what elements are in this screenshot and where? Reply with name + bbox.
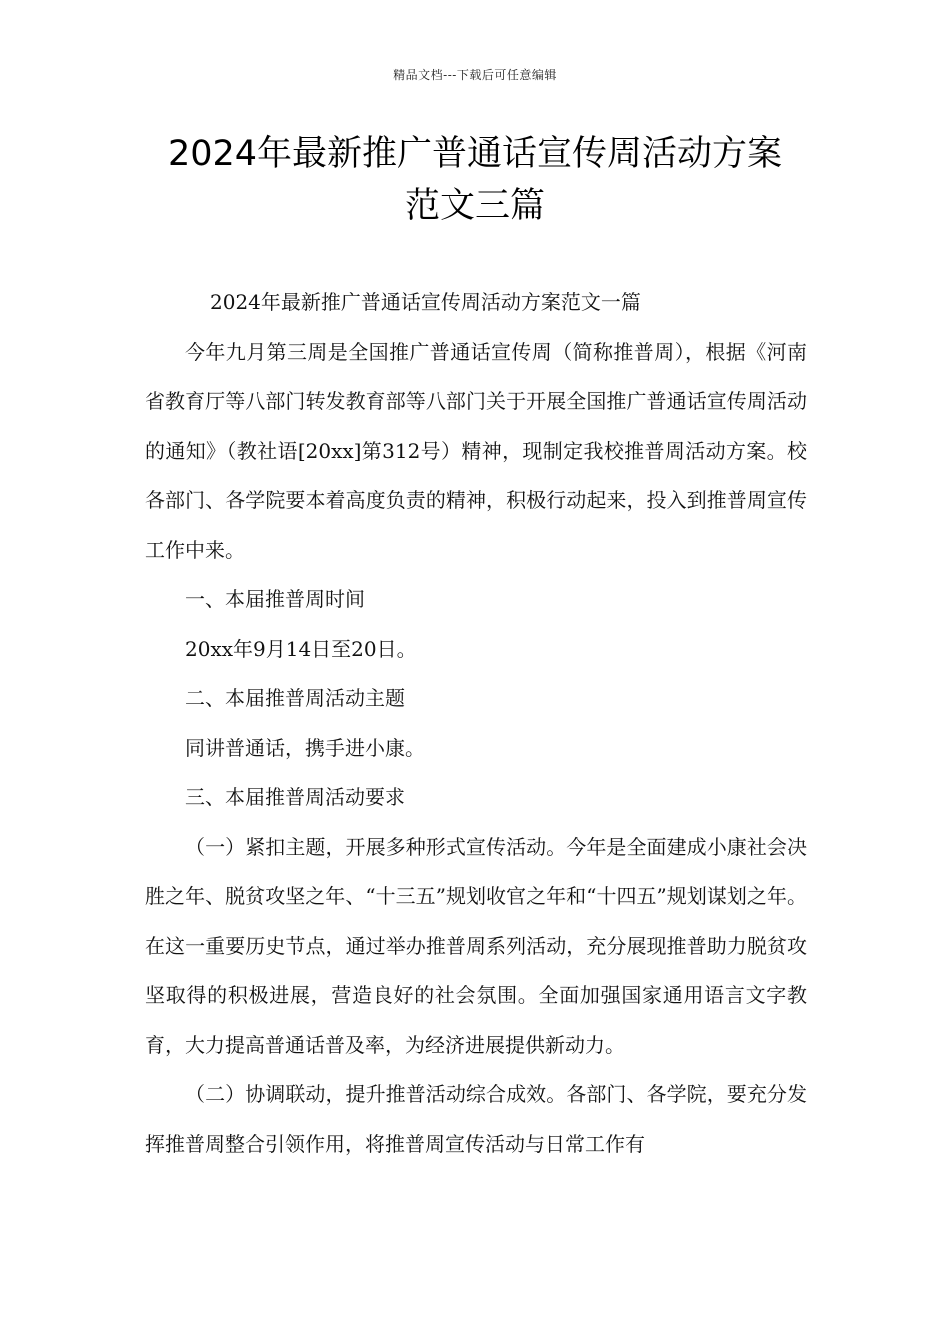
- title-line-1: 2024年最新推广普通话宣传周活动方案: [167, 134, 783, 174]
- document-subtitle: 2024年最新推广普通话宣传周活动方案范文一篇: [210, 290, 641, 314]
- requirement-paragraph-1: （一）紧扣主题，开展多种形式宣传活动。今年是全面建成小康社会决胜之年、脱贫攻坚之年、“十三五”规划收官之年和“十四五”规划谋划之年。在这一重要历史节点，通过举办推普周系列活动，充分展现推普助力脱贫攻坚取得的积极进展，营造良好的社会氛围。全面加强国家通用语言文字教育，大力提高普通话普及率，为经济进展提供新动力。: [145, 834, 807, 1057]
- title-line-2: 范文三篇: [404, 186, 545, 226]
- document-title: [110, 128, 840, 232]
- section-heading-time: 一、本届推普周时间: [185, 587, 365, 611]
- document-body: [145, 278, 807, 1169]
- section-heading-theme: 二、本届推普周活动主题: [185, 686, 405, 710]
- page-header: 精品文档---下载后可任意编辑: [393, 68, 557, 82]
- time-paragraph: 20xx年9月14日至20日。: [185, 636, 417, 661]
- theme-paragraph: 同讲普通话，携手进小康。: [185, 735, 425, 760]
- requirement-paragraph-2: （二）协调联动，提升推普活动综合成效。各部门、各学院，要充分发挥推普周整合引领作用，将推普周宣传活动与日常工作有: [145, 1082, 807, 1156]
- intro-paragraph: 今年九月第三周是全国推广普通话宣传周（简称推普周），根据《河南省教育厅等八部门转发教育部等八部门关于开展全国推广普通话宣传周活动的通知》（教社语[20xx]第312号）精神，现制定我校推普周活动方案。校各部门、各学院要本着高度负责的精神，积极行动起来，投入到推普周宣传工作中来。: [145, 339, 807, 562]
- section-heading-requirements: 三、本届推普周活动要求: [185, 785, 405, 809]
